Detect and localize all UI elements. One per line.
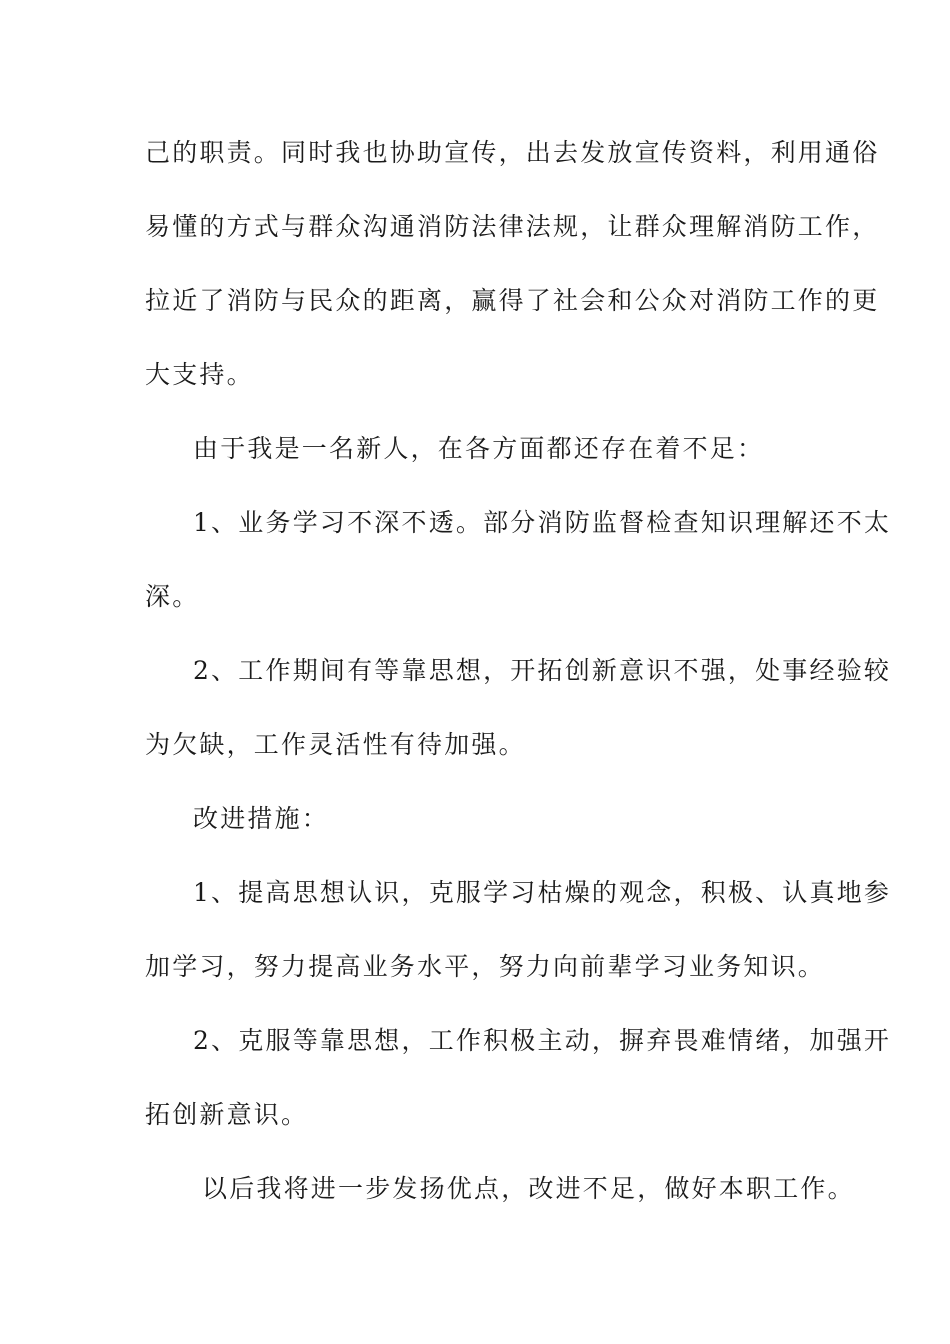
list-item-line: 2、克服等靠思想，工作积极主动，摒弃畏难情绪，加强开 xyxy=(193,1026,892,1055)
paragraph-line: 易懂的方式与群众沟通消防法律法规，让群众理解消防工作， xyxy=(145,212,880,241)
list-item-line: 拓创新意识。 xyxy=(145,1100,309,1129)
list-item-line: 深。 xyxy=(145,582,200,611)
paragraph-line: 拉近了消防与民众的距离，赢得了社会和公众对消防工作的更 xyxy=(145,286,880,315)
list-item-line: 1、业务学习不深不透。部分消防监督检查知识理解还不太 xyxy=(193,508,892,537)
paragraph-line: 大支持。 xyxy=(145,360,254,389)
section-heading: 改进措施： xyxy=(193,804,330,833)
paragraph-line: 己的职责。同时我也协助宣传，出去发放宣传资料，利用通俗 xyxy=(145,138,880,167)
list-item-line: 1、提高思想认识，克服学习枯燥的观念，积极、认真地参 xyxy=(193,878,892,907)
closing-line: 以后我将进一步发扬优点，改进不足，做好本职工作。 xyxy=(202,1174,855,1203)
paragraph-line: 由于我是一名新人，在各方面都还存在着不足： xyxy=(193,434,765,463)
list-item-line: 2、工作期间有等靠思想，开拓创新意识不强，处事经验较 xyxy=(193,656,892,685)
list-item-line: 加学习，努力提高业务水平，努力向前辈学习业务知识。 xyxy=(145,952,826,981)
list-item-line: 为欠缺，工作灵活性有待加强。 xyxy=(145,730,526,759)
